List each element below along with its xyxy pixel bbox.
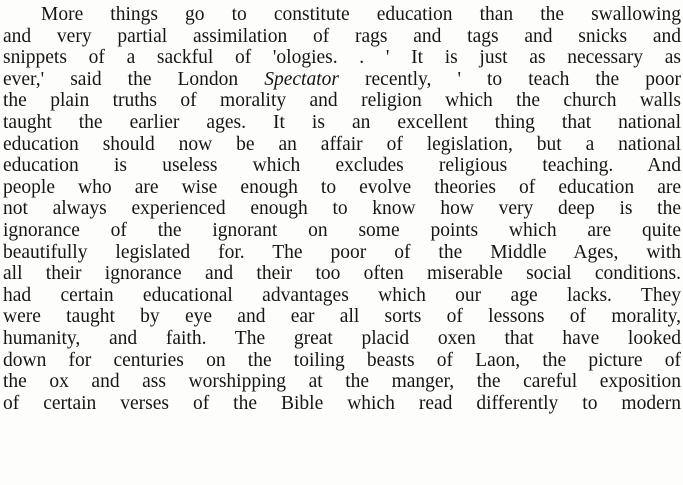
body-paragraph <box>3 4 681 414</box>
text-line: taught the earlier ages. It is an excellent thing that national <box>3 111 681 133</box>
text-line: humanity, and faith. The great placid oxen that have looked <box>3 327 681 349</box>
publication-title: Spectator <box>264 68 339 90</box>
text-line: were taught by eye and ear all sorts of lessons of morality, <box>3 306 681 328</box>
text-line: education is useless which excludes religious teaching. And <box>3 155 681 177</box>
text-line: not always experienced enough to know how very deep is the <box>3 198 681 220</box>
text-line: the plain truths of morality and religion which the church walls <box>3 90 681 112</box>
text-line: More things go to constitute education than the swallowing <box>41 4 681 25</box>
text-line: ever,' said the London Spectator recently, ' to teach the poor <box>3 68 681 90</box>
text-line: education should now be an affair of legislation, but a national <box>3 133 681 155</box>
text-line: ignorance of the ignorant on some points which are quite <box>3 219 681 241</box>
text-line: the ox and ass worshipping at the manger, the careful exposition <box>3 371 681 393</box>
text-line: down for centuries on the toiling beasts of Laon, the picture of <box>3 349 681 371</box>
text-line: had certain educational advantages which our age lacks. They <box>3 284 681 306</box>
text-line: and very partial assimilation of rags and tags and snicks and <box>3 25 681 47</box>
text-line: snippets of a sackful of 'ologies. . ' It is just as necessary as <box>3 47 681 69</box>
text-line: beautifully legislated for. The poor of the Middle Ages, with <box>3 241 681 263</box>
text-line: all their ignorance and their too often miserable social conditions. <box>3 263 681 285</box>
text-line: people who are wise enough to evolve theories of education are <box>3 176 681 198</box>
text-line: of certain verses of the Bible which read differently to modern <box>3 392 681 414</box>
